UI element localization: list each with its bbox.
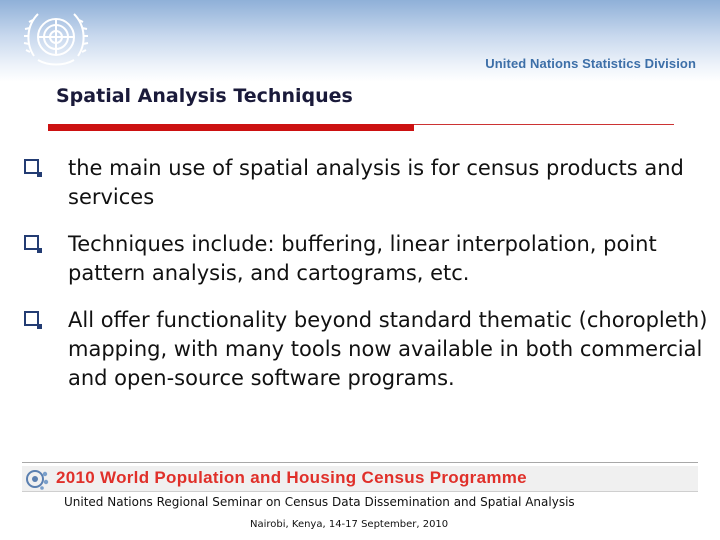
census-programme-logo-icon — [24, 468, 50, 490]
bullet-text: the main use of spatial analysis is for census products and services — [68, 156, 684, 209]
organization-name: United Nations Statistics Division — [485, 56, 696, 71]
bullet-item — [18, 154, 718, 212]
checkbox-bullet-icon — [24, 311, 39, 326]
header-band — [0, 0, 720, 82]
banner-text: 2010 World Population and Housing Census Programme — [56, 468, 527, 487]
bullet-item — [18, 306, 718, 393]
seminar-name: United Nations Regional Seminar on Census Data Dissemination and Spatial Analysis — [64, 495, 575, 509]
slide-title: Spatial Analysis Techniques — [56, 85, 353, 107]
footer-divider — [22, 462, 698, 463]
title-underline — [48, 124, 414, 131]
checkbox-bullet-icon — [24, 235, 39, 250]
bullet-text: Techniques include: buffering, linear interpolation, point pattern analysis, and cartograms, etc. — [68, 232, 657, 285]
seminar-place-date: Nairobi, Kenya, 14-17 September, 2010 — [250, 519, 449, 530]
census-programme-banner — [22, 466, 698, 492]
un-emblem-icon — [20, 8, 92, 70]
bullet-list — [18, 154, 718, 411]
bullet-item — [18, 230, 718, 288]
title-rule-thin — [414, 124, 674, 125]
bullet-text: All offer functionality beyond standard thematic (choropleth) mapping, with many tools now available in both commercial and open-source software programs. — [68, 308, 708, 390]
checkbox-bullet-icon — [24, 159, 39, 174]
